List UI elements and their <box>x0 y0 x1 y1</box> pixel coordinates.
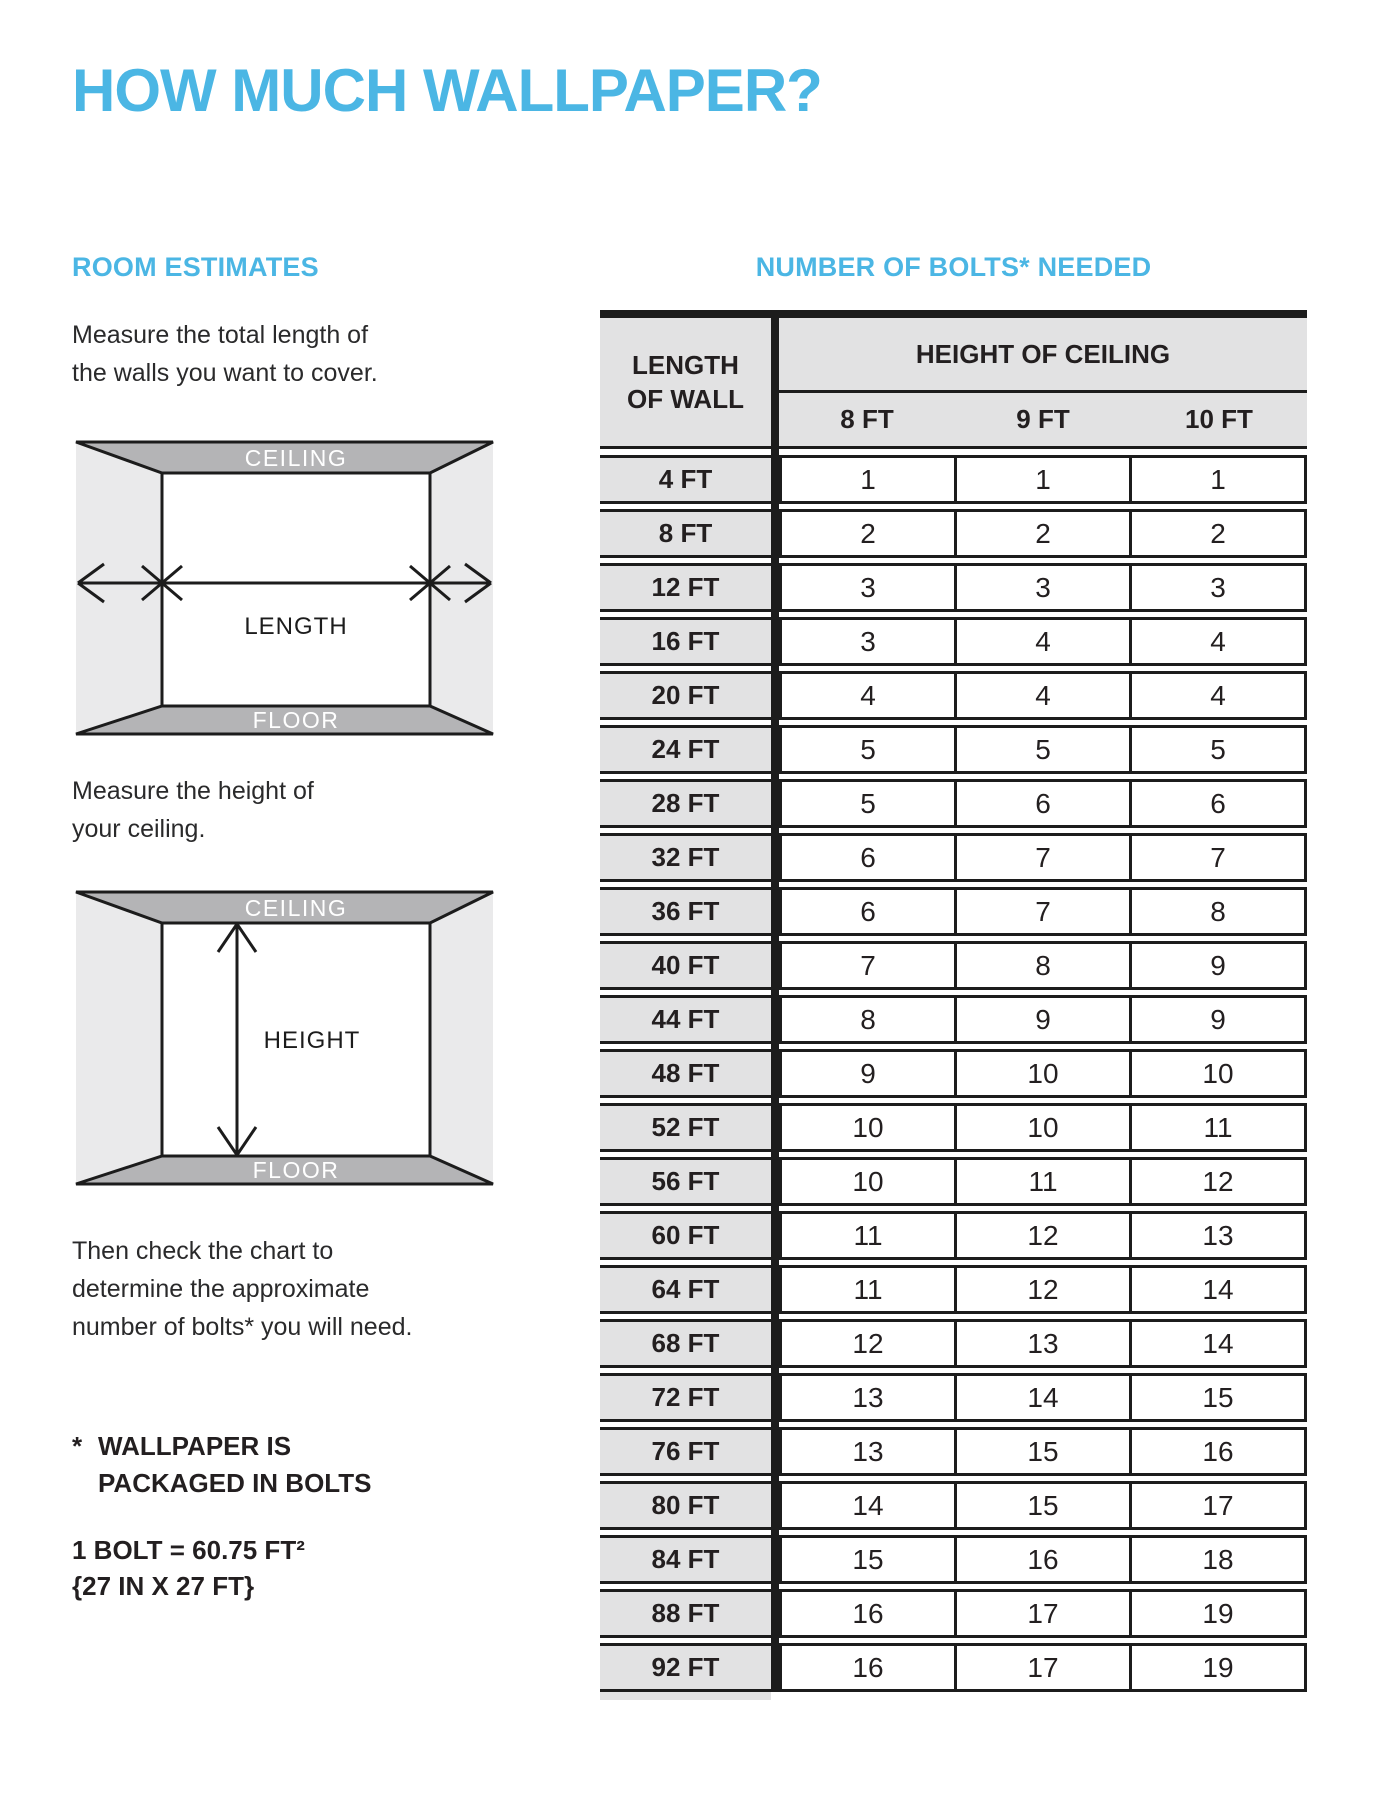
bolts-cell-9ft: 3 <box>957 563 1132 612</box>
height-label: HEIGHT <box>263 1027 361 1054</box>
bolts-cell-8ft: 11 <box>779 1211 957 1260</box>
bolts-cell-10ft: 9 <box>1132 995 1307 1044</box>
table-body <box>600 455 1307 1692</box>
table-row <box>600 671 1307 720</box>
instruction-line: Measure the height of <box>72 777 314 805</box>
table-row <box>600 1103 1307 1152</box>
wall-length-cell: 36 FT <box>600 887 771 936</box>
bolts-cell-9ft: 9 <box>957 995 1132 1044</box>
bolts-cell-8ft: 15 <box>779 1535 957 1584</box>
table-row <box>600 1211 1307 1260</box>
wall-length-cell: 76 FT <box>600 1427 771 1476</box>
table-row <box>600 1049 1307 1098</box>
wall-length-cell: 48 FT <box>600 1049 771 1098</box>
table-row <box>600 1427 1307 1476</box>
bolts-cell-10ft: 14 <box>1132 1265 1307 1314</box>
bolts-cell-8ft: 6 <box>779 833 957 882</box>
wall-length-cell: 12 FT <box>600 563 771 612</box>
ceiling-height-header-group <box>779 318 1307 449</box>
bolts-cell-8ft: 2 <box>779 509 957 558</box>
bolts-cell-10ft: 15 <box>1132 1373 1307 1422</box>
bolts-cell-10ft: 5 <box>1132 725 1307 774</box>
bolts-cell-10ft: 17 <box>1132 1481 1307 1530</box>
table-row <box>600 941 1307 990</box>
table-row <box>600 725 1307 774</box>
wall-length-cell: 16 FT <box>600 617 771 666</box>
wall-length-cell: 28 FT <box>600 779 771 828</box>
bolts-cell-10ft: 3 <box>1132 563 1307 612</box>
table-row <box>600 1373 1307 1422</box>
wall-length-cell: 32 FT <box>600 833 771 882</box>
bolts-cell-9ft: 8 <box>957 941 1132 990</box>
row-header-cell <box>600 318 771 449</box>
bolts-cell-10ft: 19 <box>1132 1643 1307 1692</box>
table-row <box>600 1643 1307 1692</box>
wall-length-cell: 60 FT <box>600 1211 771 1260</box>
table-column-divider <box>771 310 779 1692</box>
bolts-cell-8ft: 16 <box>779 1643 957 1692</box>
bolts-cell-10ft: 18 <box>1132 1535 1307 1584</box>
bolts-cell-10ft: 12 <box>1132 1157 1307 1206</box>
bolts-table <box>600 310 1307 1700</box>
wall-length-cell: 80 FT <box>600 1481 771 1530</box>
wall-length-cell: 92 FT <box>600 1643 771 1692</box>
instruction-line: the walls you want to cover. <box>72 359 378 387</box>
footnote-text: WALLPAPER IS PACKAGED IN BOLTS <box>98 1431 372 1498</box>
table-row <box>600 1265 1307 1314</box>
page-title: HOW MUCH WALLPAPER? <box>72 57 822 124</box>
instruction-line: determine the approximate <box>72 1275 370 1303</box>
bolts-cell-8ft: 11 <box>779 1265 957 1314</box>
table-row <box>600 887 1307 936</box>
bolts-cell-9ft: 15 <box>957 1427 1132 1476</box>
column-headers-row <box>779 393 1307 449</box>
wall-length-cell: 40 FT <box>600 941 771 990</box>
bolts-cell-9ft: 11 <box>957 1157 1132 1206</box>
wall-length-cell: 20 FT <box>600 671 771 720</box>
table-row <box>600 509 1307 558</box>
table-row <box>600 779 1307 828</box>
table-row <box>600 617 1307 666</box>
bolts-cell-8ft: 3 <box>779 617 957 666</box>
bolt-size-info <box>72 1532 305 1604</box>
column-header-8ft: 8 FT <box>840 404 894 434</box>
left-column-bottom-tab <box>600 1692 771 1700</box>
bolts-cell-10ft: 4 <box>1132 671 1307 720</box>
bolts-cell-10ft: 11 <box>1132 1103 1307 1152</box>
instruction-line: your ceiling. <box>72 815 206 843</box>
bolts-cell-9ft: 7 <box>957 887 1132 936</box>
table-row <box>600 995 1307 1044</box>
bolts-cell-8ft: 16 <box>779 1589 957 1638</box>
wall-length-cell: 64 FT <box>600 1265 771 1314</box>
instruction-measure-height <box>72 772 314 848</box>
bolts-cell-10ft: 7 <box>1132 833 1307 882</box>
bolts-cell-10ft: 8 <box>1132 887 1307 936</box>
bolts-cell-8ft: 3 <box>779 563 957 612</box>
bolts-cell-8ft: 13 <box>779 1373 957 1422</box>
instruction-line: Measure the total length of <box>72 321 369 349</box>
bolts-cell-9ft: 17 <box>957 1643 1132 1692</box>
ceiling-label: CEILING <box>244 445 348 471</box>
bolts-cell-9ft: 12 <box>957 1265 1132 1314</box>
bolts-cell-10ft: 13 <box>1132 1211 1307 1260</box>
bolts-cell-10ft: 4 <box>1132 617 1307 666</box>
bolts-cell-8ft: 10 <box>779 1103 957 1152</box>
instruction-line: number of bolts* you will need. <box>72 1313 413 1341</box>
bolts-cell-10ft: 9 <box>1132 941 1307 990</box>
bolts-cell-8ft: 6 <box>779 887 957 936</box>
instruction-measure-length <box>72 316 378 392</box>
bolts-cell-9ft: 6 <box>957 779 1132 828</box>
bolts-cell-9ft: 4 <box>957 671 1132 720</box>
bolts-cell-8ft: 10 <box>779 1157 957 1206</box>
floor-label: FLOOR <box>252 707 340 733</box>
bolts-cell-9ft: 10 <box>957 1049 1132 1098</box>
bolts-cell-8ft: 12 <box>779 1319 957 1368</box>
table-row <box>600 1589 1307 1638</box>
room-estimates-heading: ROOM ESTIMATES <box>72 252 319 282</box>
table-row <box>600 1157 1307 1206</box>
bolts-cell-10ft: 6 <box>1132 779 1307 828</box>
back-wall <box>162 473 430 706</box>
asterisk-marker: * <box>72 1431 83 1461</box>
bolts-cell-8ft: 13 <box>779 1427 957 1476</box>
bolts-cell-9ft: 14 <box>957 1373 1132 1422</box>
table-row <box>600 833 1307 882</box>
bolts-cell-9ft: 12 <box>957 1211 1132 1260</box>
bolts-cell-9ft: 17 <box>957 1589 1132 1638</box>
group-header-cell: HEIGHT OF CEILING <box>779 318 1307 393</box>
table-row <box>600 1535 1307 1584</box>
bolts-cell-8ft: 5 <box>779 779 957 828</box>
row-header-line: OF WALL <box>627 384 744 414</box>
bolts-needed-heading: NUMBER OF BOLTS* NEEDED <box>755 252 1152 282</box>
table-row <box>600 1319 1307 1368</box>
table-header <box>600 318 1307 449</box>
bolts-cell-8ft: 5 <box>779 725 957 774</box>
table-row <box>600 455 1307 504</box>
wall-length-cell: 44 FT <box>600 995 771 1044</box>
bolt-equation: 1 BOLT = 60.75 FT² <box>72 1535 305 1565</box>
wall-length-cell: 4 FT <box>600 455 771 504</box>
wall-length-cell: 52 FT <box>600 1103 771 1152</box>
bolts-cell-8ft: 7 <box>779 941 957 990</box>
bolts-cell-10ft: 10 <box>1132 1049 1307 1098</box>
room-length-diagram <box>72 438 497 738</box>
length-label: LENGTH <box>244 613 348 640</box>
bolts-cell-8ft: 1 <box>779 455 957 504</box>
bolt-dimensions: {27 IN X 27 FT} <box>72 1571 255 1601</box>
wall-length-cell: 24 FT <box>600 725 771 774</box>
room-height-diagram <box>72 888 497 1188</box>
bolts-cell-10ft: 19 <box>1132 1589 1307 1638</box>
wall-length-cell: 56 FT <box>600 1157 771 1206</box>
bolts-cell-10ft: 16 <box>1132 1427 1307 1476</box>
bolts-cell-10ft: 1 <box>1132 455 1307 504</box>
bolts-cell-9ft: 2 <box>957 509 1132 558</box>
wall-length-cell: 84 FT <box>600 1535 771 1584</box>
table-row <box>600 1481 1307 1530</box>
wall-length-cell: 72 FT <box>600 1373 771 1422</box>
bolts-cell-8ft: 4 <box>779 671 957 720</box>
wall-length-cell: 68 FT <box>600 1319 771 1368</box>
bolts-cell-9ft: 10 <box>957 1103 1132 1152</box>
column-header-9ft: 9 FT <box>1016 404 1070 434</box>
bolts-cell-10ft: 14 <box>1132 1319 1307 1368</box>
bolts-cell-9ft: 5 <box>957 725 1132 774</box>
bolts-cell-9ft: 1 <box>957 455 1132 504</box>
wall-length-cell: 88 FT <box>600 1589 771 1638</box>
bolts-cell-8ft: 9 <box>779 1049 957 1098</box>
bolts-cell-10ft: 2 <box>1132 509 1307 558</box>
bolts-cell-9ft: 13 <box>957 1319 1132 1368</box>
bolts-cell-9ft: 16 <box>957 1535 1132 1584</box>
bolts-cell-8ft: 14 <box>779 1481 957 1530</box>
column-header-10ft: 10 FT <box>1185 404 1253 434</box>
instruction-check-chart <box>72 1232 412 1346</box>
bolts-cell-8ft: 8 <box>779 995 957 1044</box>
bolts-cell-9ft: 4 <box>957 617 1132 666</box>
wallpaper-bolts-footnote <box>72 1428 371 1502</box>
row-header-line: LENGTH <box>632 350 739 380</box>
table-row <box>600 563 1307 612</box>
wall-length-cell: 8 FT <box>600 509 771 558</box>
floor-label: FLOOR <box>252 1157 340 1183</box>
instruction-line: Then check the chart to <box>72 1237 334 1265</box>
bolts-cell-9ft: 15 <box>957 1481 1132 1530</box>
ceiling-label: CEILING <box>244 895 348 921</box>
table-top-bar <box>600 310 1307 318</box>
bolts-cell-9ft: 7 <box>957 833 1132 882</box>
